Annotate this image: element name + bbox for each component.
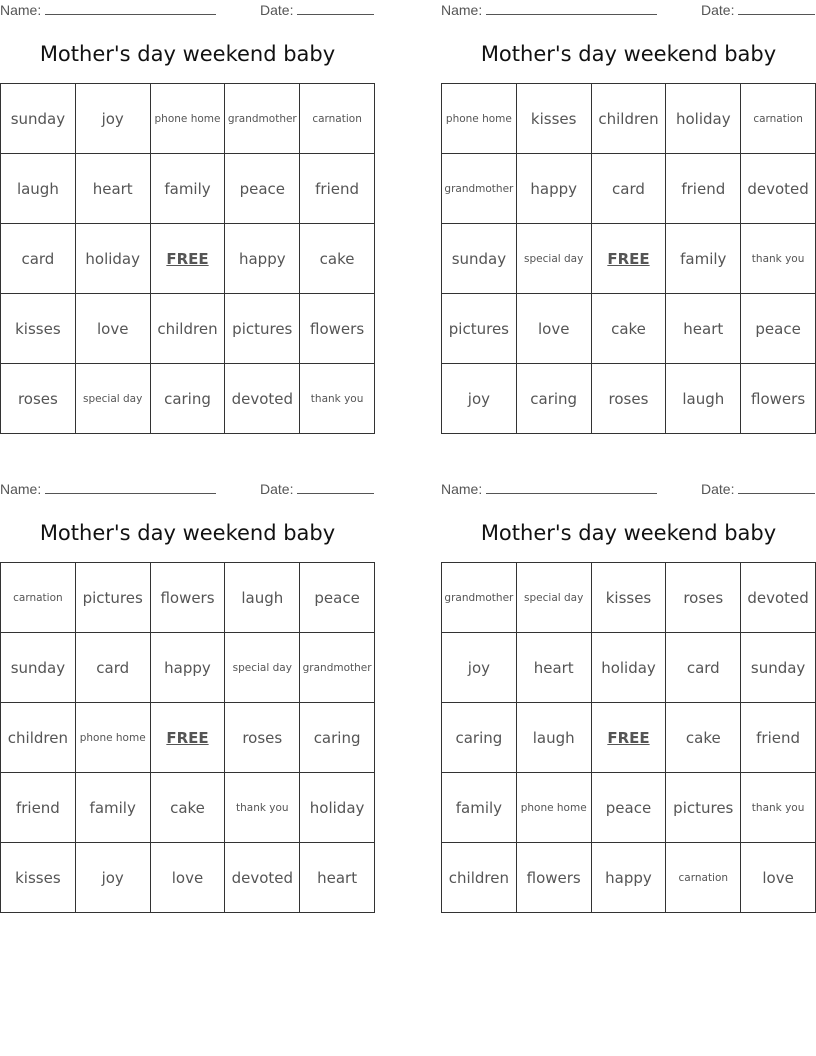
- bingo-card-2: [441, 0, 816, 440]
- name-field: [441, 2, 657, 20]
- bingo-cell: happy: [592, 843, 667, 913]
- bingo-cell: flowers: [151, 563, 226, 633]
- free-space-cell: FREE: [151, 224, 226, 294]
- bingo-cell: laugh: [225, 563, 300, 633]
- free-space-cell: FREE: [592, 224, 667, 294]
- bingo-cell: thank you: [225, 773, 300, 843]
- bingo-cell: peace: [592, 773, 667, 843]
- bingo-cell: happy: [225, 224, 300, 294]
- bingo-cell: flowers: [741, 364, 816, 434]
- bingo-cell: cake: [666, 703, 741, 773]
- bingo-cell: card: [76, 633, 151, 703]
- bingo-grid: [441, 562, 816, 913]
- bingo-cell: children: [151, 294, 226, 364]
- bingo-cell: grandmother: [442, 563, 517, 633]
- card-title: Mother's day weekend baby: [39, 42, 336, 66]
- bingo-cell: laugh: [1, 154, 76, 224]
- bingo-cell: card: [1, 224, 76, 294]
- bingo-cell: thank you: [300, 364, 375, 434]
- bingo-grid: [441, 83, 816, 434]
- bingo-cell: special day: [517, 224, 592, 294]
- bingo-cell: phone home: [76, 703, 151, 773]
- bingo-cell: caring: [300, 703, 375, 773]
- bingo-cell: holiday: [592, 633, 667, 703]
- bingo-cell: friend: [741, 703, 816, 773]
- bingo-card-4: [441, 479, 816, 919]
- bingo-card-1: [0, 0, 375, 440]
- bingo-cell: devoted: [741, 563, 816, 633]
- date-label: Date:: [260, 2, 294, 18]
- bingo-cell: holiday: [76, 224, 151, 294]
- bingo-cell: kisses: [1, 294, 76, 364]
- bingo-cell: love: [76, 294, 151, 364]
- bingo-cell: family: [442, 773, 517, 843]
- bingo-cell: phone home: [151, 84, 226, 154]
- bingo-grid: [0, 562, 375, 913]
- bingo-cell: special day: [76, 364, 151, 434]
- bingo-cell: happy: [151, 633, 226, 703]
- bingo-cell: thank you: [741, 773, 816, 843]
- bingo-cell: heart: [76, 154, 151, 224]
- date-blank: [738, 2, 815, 15]
- name-blank: [45, 481, 216, 494]
- bingo-cell: cake: [151, 773, 226, 843]
- bingo-cell: peace: [225, 154, 300, 224]
- bingo-cell: joy: [76, 84, 151, 154]
- bingo-cell: laugh: [517, 703, 592, 773]
- bingo-cell: love: [741, 843, 816, 913]
- bingo-cell: children: [592, 84, 667, 154]
- bingo-cell: pictures: [76, 563, 151, 633]
- bingo-cell: sunday: [1, 84, 76, 154]
- bingo-cell: caring: [151, 364, 226, 434]
- bingo-cell: card: [666, 633, 741, 703]
- bingo-cell: devoted: [225, 843, 300, 913]
- name-label: Name:: [0, 2, 42, 18]
- bingo-cell: happy: [517, 154, 592, 224]
- bingo-cell: kisses: [592, 563, 667, 633]
- bingo-cell: cake: [300, 224, 375, 294]
- bingo-cell: special day: [517, 563, 592, 633]
- bingo-cell: family: [666, 224, 741, 294]
- name-blank: [45, 2, 216, 15]
- free-space-cell: FREE: [592, 703, 667, 773]
- bingo-cell: kisses: [517, 84, 592, 154]
- bingo-cell: sunday: [1, 633, 76, 703]
- bingo-cell: love: [151, 843, 226, 913]
- date-field: [701, 481, 815, 499]
- card-title: Mother's day weekend baby: [480, 42, 777, 66]
- bingo-cell: roses: [666, 563, 741, 633]
- bingo-cell: flowers: [300, 294, 375, 364]
- bingo-cell: heart: [300, 843, 375, 913]
- bingo-cell: joy: [76, 843, 151, 913]
- bingo-cell: peace: [300, 563, 375, 633]
- bingo-cell: friend: [666, 154, 741, 224]
- bingo-cell: devoted: [225, 364, 300, 434]
- bingo-cell: heart: [517, 633, 592, 703]
- bingo-card-3: [0, 479, 375, 919]
- bingo-cell: card: [592, 154, 667, 224]
- bingo-cell: grandmother: [225, 84, 300, 154]
- bingo-cell: carnation: [1, 563, 76, 633]
- bingo-cell: pictures: [666, 773, 741, 843]
- bingo-cell: carnation: [741, 84, 816, 154]
- bingo-cell: pictures: [225, 294, 300, 364]
- bingo-cell: children: [442, 843, 517, 913]
- bingo-cell: grandmother: [442, 154, 517, 224]
- bingo-cell: phone home: [517, 773, 592, 843]
- name-label: Name:: [0, 481, 42, 497]
- date-label: Date:: [260, 481, 294, 497]
- bingo-cell: cake: [592, 294, 667, 364]
- bingo-cell: family: [76, 773, 151, 843]
- card-title: Mother's day weekend baby: [480, 521, 777, 545]
- bingo-cell: pictures: [442, 294, 517, 364]
- name-label: Name:: [441, 481, 483, 497]
- name-field: [0, 2, 216, 20]
- name-blank: [486, 2, 657, 15]
- bingo-cell: family: [151, 154, 226, 224]
- name-field: [0, 481, 216, 499]
- name-field: [441, 481, 657, 499]
- date-blank: [738, 481, 815, 494]
- bingo-cell: joy: [442, 633, 517, 703]
- bingo-cell: phone home: [442, 84, 517, 154]
- bingo-cell: roses: [225, 703, 300, 773]
- bingo-cell: caring: [517, 364, 592, 434]
- bingo-cell: kisses: [1, 843, 76, 913]
- date-field: [260, 2, 374, 20]
- bingo-cell: holiday: [666, 84, 741, 154]
- bingo-cell: sunday: [442, 224, 517, 294]
- bingo-cell: holiday: [300, 773, 375, 843]
- bingo-cell: roses: [592, 364, 667, 434]
- bingo-cell: special day: [225, 633, 300, 703]
- bingo-cell: heart: [666, 294, 741, 364]
- bingo-cell: children: [1, 703, 76, 773]
- date-label: Date:: [701, 481, 735, 497]
- bingo-cell: flowers: [517, 843, 592, 913]
- free-space-cell: FREE: [151, 703, 226, 773]
- bingo-cell: friend: [1, 773, 76, 843]
- bingo-cell: love: [517, 294, 592, 364]
- bingo-cell: carnation: [666, 843, 741, 913]
- bingo-cell: caring: [442, 703, 517, 773]
- bingo-cell: friend: [300, 154, 375, 224]
- name-label: Name:: [441, 2, 483, 18]
- date-blank: [297, 481, 374, 494]
- card-title: Mother's day weekend baby: [39, 521, 336, 545]
- bingo-cell: peace: [741, 294, 816, 364]
- date-label: Date:: [701, 2, 735, 18]
- bingo-cell: joy: [442, 364, 517, 434]
- bingo-cell: thank you: [741, 224, 816, 294]
- bingo-cell: carnation: [300, 84, 375, 154]
- date-field: [701, 2, 815, 20]
- bingo-cell: devoted: [741, 154, 816, 224]
- date-field: [260, 481, 374, 499]
- bingo-cell: sunday: [741, 633, 816, 703]
- bingo-cell: laugh: [666, 364, 741, 434]
- bingo-cell: grandmother: [300, 633, 375, 703]
- bingo-cell: roses: [1, 364, 76, 434]
- date-blank: [297, 2, 374, 15]
- bingo-grid: [0, 83, 375, 434]
- name-blank: [486, 481, 657, 494]
